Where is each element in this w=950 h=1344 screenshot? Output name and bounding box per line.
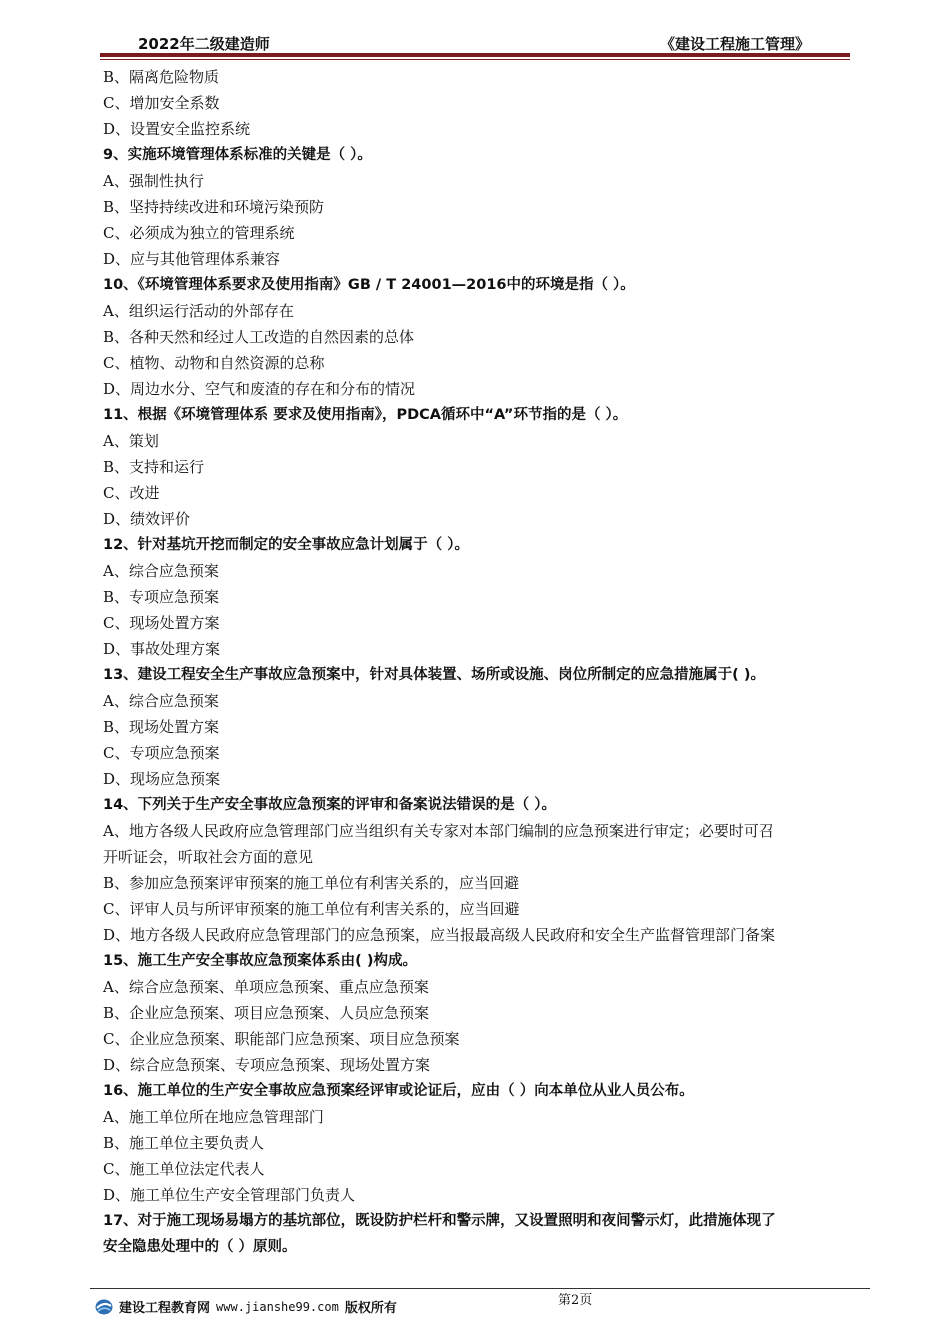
option-text: B、坚持持续改进和环境污染预防 [103, 198, 325, 216]
option-text: 开听证会，听取社会方面的意见 [103, 848, 314, 866]
header-rule-thick [100, 53, 850, 57]
question-text: 9、实施环境管理体系标准的关键是（ ）。 [103, 147, 372, 163]
option-text: C、施工单位法定代表人 [103, 1160, 265, 1178]
option-text: C、现场处置方案 [103, 614, 220, 632]
option-text: B、参加应急预案评审预案的施工单位有利害关系的，应当回避 [103, 874, 520, 892]
option-text: D、应与其他管理体系兼容 [103, 250, 281, 268]
option-text: B、专项应急预案 [103, 588, 220, 606]
footer-rule [90, 1288, 870, 1289]
option-text: D、事故处理方案 [103, 640, 221, 658]
option-text: A、综合应急预案、单项应急预案、重点应急预案 [103, 978, 429, 996]
page-header [100, 0, 850, 56]
question-text: 13、建设工程安全生产事故应急预案中，针对具体装置、场所或设施、岗位所制定的应急措施属于( )。 [103, 667, 765, 683]
option-text: C、植物、动物和自然资源的总称 [103, 354, 325, 372]
footer-site-name: 建设工程教育网 [119, 1301, 211, 1316]
option-text: A、策划 [103, 432, 159, 450]
option-text: D、综合应急预案、专项应急预案、现场处置方案 [103, 1056, 431, 1074]
header-exam-title: 2022年二级建造师 [138, 35, 270, 53]
option-text: A、施工单位所在地应急管理部门 [103, 1108, 324, 1126]
question-text: 10、《环境管理体系要求及使用指南》GB / T 24001—2016中的环境是指（ ）。 [103, 277, 635, 293]
question-text: 14、下列关于生产安全事故应急预案的评审和备案说法错误的是（ ）。 [103, 797, 556, 813]
footer-brand [95, 1297, 397, 1316]
question-text: 16、施工单位的生产安全事故应急预案经评审或论证后，应由（ ）向本单位从业人员公布。 [103, 1083, 694, 1099]
option-text: B、现场处置方案 [103, 718, 220, 736]
header-rule-thin [100, 59, 850, 60]
option-text: A、地方各级人民政府应急管理部门应当组织有关专家对本部门编制的应急预案进行审定；必要时可召 [103, 822, 774, 840]
footer-rights: 版权所有 [344, 1301, 397, 1316]
option-text: B、隔离危险物质 [103, 68, 220, 86]
option-text: C、改进 [103, 484, 160, 502]
option-text: A、综合应急预案 [103, 562, 219, 580]
option-text: D、设置安全监控系统 [103, 120, 251, 138]
page-number: 第2页 [558, 1293, 593, 1308]
question-text: 11、根据《环境管理体系 要求及使用指南》，PDCA循环中“A”环节指的是（ ）。 [103, 407, 628, 423]
option-text: B、企业应急预案、项目应急预案、人员应急预案 [103, 1004, 430, 1022]
option-text: C、企业应急预案、职能部门应急预案、项目应急预案 [103, 1030, 460, 1048]
option-text: C、必须成为独立的管理系统 [103, 224, 295, 242]
footer-url[interactable]: www.jianshe99.com [216, 1299, 339, 1314]
header-book-title: 《建设工程施工管理》 [659, 35, 810, 53]
option-text: B、支持和运行 [103, 458, 205, 476]
option-text: C、专项应急预案 [103, 744, 220, 762]
option-text: B、各种天然和经过人工改造的自然因素的总体 [103, 328, 415, 346]
option-text: D、现场应急预案 [103, 770, 221, 788]
question-text: 12、针对基坑开挖而制定的安全事故应急计划属于（ ）。 [103, 537, 469, 553]
option-text: C、增加安全系数 [103, 94, 220, 112]
option-text: A、综合应急预案 [103, 692, 219, 710]
site-logo-icon [95, 1299, 113, 1315]
option-text: A、强制性执行 [103, 172, 204, 190]
question-text: 17、对于施工现场易塌方的基坑部位，既设防护栏杆和警示牌，又设置照明和夜间警示灯，此措施体现了 [103, 1213, 776, 1229]
option-text: B、施工单位主要负责人 [103, 1134, 265, 1152]
option-text: D、绩效评价 [103, 510, 191, 528]
question-text: 15、施工生产安全事故应急预案体系由( )构成。 [103, 953, 417, 969]
option-text: C、评审人员与所评审预案的施工单位有利害关系的，应当回避 [103, 900, 520, 918]
option-text: D、周边水分、空气和废渣的存在和分布的情况 [103, 380, 416, 398]
option-text: D、地方各级人民政府应急管理部门的应急预案，应当报最高级人民政府和安全生产监督管理部门备案 [103, 926, 776, 944]
option-text: D、施工单位生产安全管理部门负责人 [103, 1186, 356, 1204]
question-content [103, 64, 853, 1260]
question-text: 安全隐患处理中的（ ）原则。 [103, 1239, 297, 1255]
option-text: A、组织运行活动的外部存在 [103, 302, 294, 320]
